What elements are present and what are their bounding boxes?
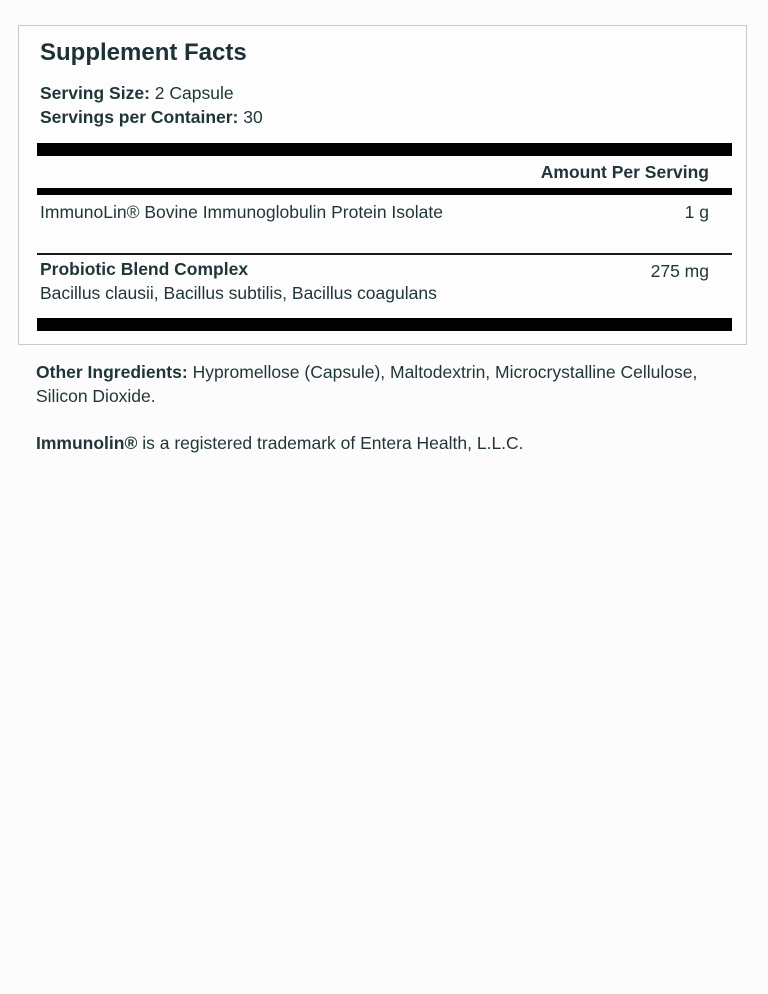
servings-per-container bbox=[40, 106, 263, 128]
supplement-facts-panel bbox=[18, 25, 747, 345]
trademark-label: Immunolin® bbox=[36, 433, 138, 453]
ingredient-sub-probiotic-strains: Bacillus clausii, Bacillus subtilis, Bacillus coagulans bbox=[40, 283, 437, 303]
serving-size-label: Serving Size: bbox=[40, 83, 150, 103]
servings-per-container-value: 30 bbox=[243, 107, 263, 127]
servings-per-container-label: Servings per Container: bbox=[40, 107, 239, 127]
ingredient-name-immunolin: ImmunoLin® Bovine Immunoglobulin Protein Isolate bbox=[40, 202, 443, 222]
amount-per-serving-header: Amount Per Serving bbox=[540, 162, 709, 182]
serving-size-value: 2 Capsule bbox=[154, 83, 234, 103]
header-divider bbox=[37, 188, 732, 195]
other-ingredients-text: Hypromellose (Capsule), Maltodextrin, Microcrystalline Cellulose, Silicon Dioxide. bbox=[36, 362, 698, 406]
ingredient-amount-probiotic-blend: 275 mg bbox=[650, 261, 709, 281]
panel-title: Supplement Facts bbox=[40, 39, 247, 66]
other-ingredients-label: Other Ingredients: bbox=[36, 362, 188, 382]
ingredient-amount-immunolin: 1 g bbox=[684, 202, 709, 222]
serving-size bbox=[40, 82, 234, 104]
trademark-text: is a registered trademark of Entera Health, L.L.C. bbox=[142, 433, 524, 453]
ingredient-name-probiotic-blend: Probiotic Blend Complex bbox=[40, 259, 249, 279]
other-ingredients bbox=[36, 360, 736, 408]
thick-divider-bottom bbox=[37, 318, 732, 331]
trademark-note bbox=[36, 431, 736, 455]
thick-divider-top bbox=[37, 143, 732, 156]
row-divider bbox=[37, 253, 732, 255]
